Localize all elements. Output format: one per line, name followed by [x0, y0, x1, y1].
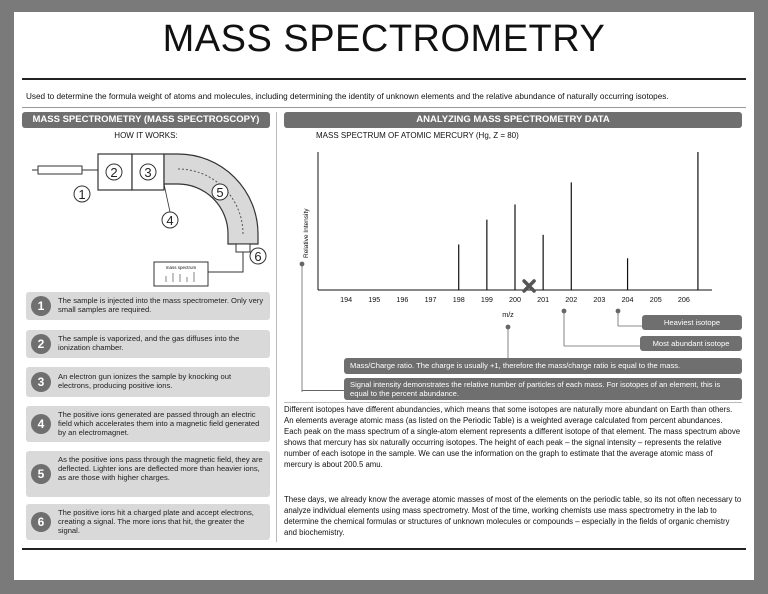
- x-tick-label: 194: [340, 295, 353, 304]
- x-tick-label: 202: [565, 295, 578, 304]
- title-rule: [22, 78, 746, 80]
- step-number: 6: [31, 512, 51, 532]
- step-text: The positive ions hit a charged plate and accept electrons, creating a signal. The more ions that hit, the greater the signal.: [58, 508, 254, 535]
- y-axis-label: Relative Intensity: [303, 208, 310, 258]
- mass-spectrum-chart: [284, 142, 742, 392]
- how-it-works-label: HOW IT WORKS:: [114, 131, 178, 140]
- monitor-label: mass spectrum: [165, 265, 197, 270]
- step-text: As the positive ions pass through the magnetic field, they are deflected. Lighter ions are deflected more than heavier ions, as are those with higher charges.: [58, 455, 263, 482]
- step-3-card: [26, 367, 270, 397]
- diagram-label-2: 2: [110, 165, 118, 180]
- x-tick-label: 198: [452, 295, 465, 304]
- column-divider: [276, 112, 277, 542]
- x-tick-label: 197: [424, 295, 437, 304]
- step-number: 1: [31, 296, 51, 316]
- step-number: 2: [31, 334, 51, 354]
- signal-leader: [302, 390, 344, 391]
- modern-use-paragraph: These days, we already know the average atomic masses of most of the elements on the periodic table, so its not often necessary to analyze individual elements using mass spectrometry. Most of the time, working chemists use mass spectrometry in the lab to determine the chemical formulas or structures of unknown molecules or compounds – especially in the fields of organic chemistry and biochemistry.: [284, 495, 742, 537]
- x-axis-label: m/z: [502, 310, 514, 319]
- mass-spectrometer-diagram: [28, 142, 268, 292]
- step-4-card: [26, 406, 270, 442]
- x-tick-label: 196: [396, 295, 409, 304]
- diagram-label-4: 4: [166, 213, 174, 228]
- x-tick-label: 203: [593, 295, 606, 304]
- left-section-header: MASS SPECTROMETRY (MASS SPECTROSCOPY): [22, 112, 270, 128]
- diagram-label-1: 1: [78, 187, 86, 202]
- x-tick-label: 206: [677, 295, 690, 304]
- step-2-card: [26, 330, 270, 358]
- page-title: MASS SPECTROMETRY: [162, 18, 606, 60]
- step-number: 3: [31, 372, 51, 392]
- x-tick-label: 204: [621, 295, 634, 304]
- x-tick-label: 200: [509, 295, 521, 304]
- step-number: 5: [31, 464, 51, 484]
- intro-text: Used to determine the formula weight of atoms and molecules, including determining the identity of unknown elements and the relative abundance of naturally occurring isotopes.: [26, 92, 669, 101]
- x-tick-label: 195: [368, 295, 381, 304]
- detector-plate: [236, 244, 250, 252]
- step-text: The positive ions generated are passed through an electric field which accelerates them into a magnetic field generated by an electromagnet.: [58, 410, 260, 437]
- syringe-icon: [38, 166, 82, 174]
- intro-rule: [22, 107, 746, 108]
- x-tick-label: 199: [480, 295, 493, 304]
- x-tick-label: 201: [537, 295, 550, 304]
- heaviest-isotope-callout: Heaviest isotope: [642, 315, 742, 330]
- step-1-card: [26, 292, 270, 320]
- step-number: 4: [31, 414, 51, 434]
- info-rule: [284, 402, 742, 403]
- step-5-card: [26, 451, 270, 497]
- most-abundant-callout: Most abundant isotope: [640, 336, 742, 351]
- mass-charge-callout: Mass/Charge ratio. The charge is usually +1, therefore the mass/charge ratio is equal to the mass.: [344, 358, 742, 374]
- diagram-label-6: 6: [254, 249, 262, 264]
- worksheet: [14, 12, 754, 580]
- bottom-rule: [22, 548, 746, 550]
- diagram-label-5: 5: [216, 185, 224, 200]
- signal-intensity-callout: Signal intensity demonstrates the relative number of particles of each mass. For isotopes of an element, this is equal to the percent abundance.: [344, 378, 742, 400]
- isotope-info-paragraph: Different isotopes have different abundancies, which means that some isotopes are naturally more abundant on Earth than others. An elements average atomic mass (as listed on the Periodic Table) is a weighted average calculated from percent abundances. Each peak on the mass spectrum of a single-atom element represents a different isotope of that element. The mass spectrum above shows that mercury has six naturally occurring isotopes. The height of each peak – the signal intensity – represents the relative number of each isotope in the sample. We can use the information on the graph to estimate that the average atomic mass of mercury is about 200.5 amu.: [284, 405, 741, 469]
- chart-title: MASS SPECTRUM OF ATOMIC MERCURY (Hg, Z = 80): [316, 131, 519, 140]
- step-6-card: [26, 504, 270, 540]
- step-text: The sample is injected into the mass spectrometer. Only very small samples are required.: [58, 296, 264, 314]
- step-text: An electron gun ionizes the sample by knocking out electrons, producing positive ions.: [58, 372, 232, 390]
- right-section-header: ANALYZING MASS SPECTROMETRY DATA: [284, 112, 742, 128]
- diagram-label-3: 3: [144, 165, 152, 180]
- x-tick-label: 205: [649, 295, 662, 304]
- step-text: The sample is vaporized, and the gas diffuses into the ionization chamber.: [58, 334, 240, 352]
- magnet-tube: [164, 154, 258, 244]
